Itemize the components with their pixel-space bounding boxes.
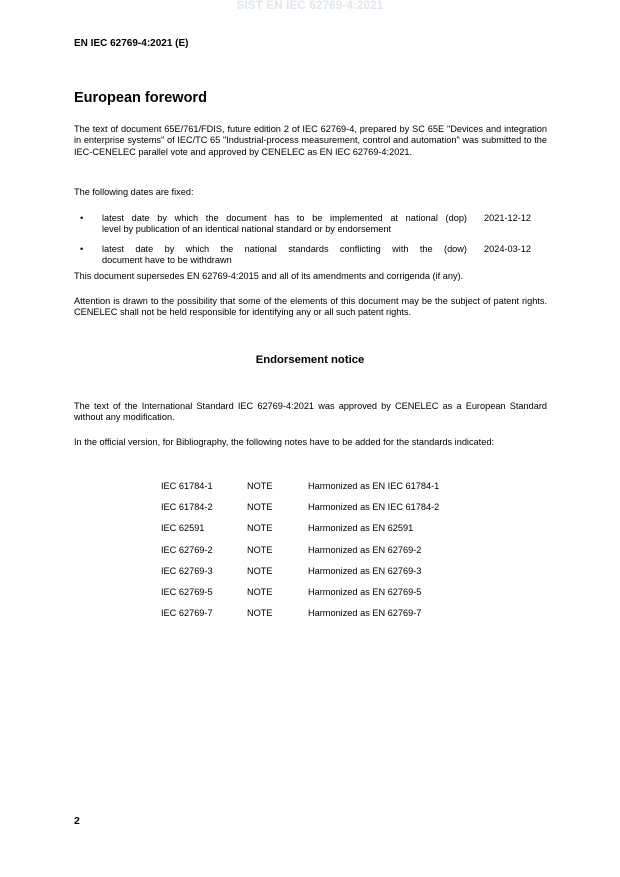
note-label: NOTE — [247, 565, 273, 576]
endorsement-title: Endorsement notice — [255, 354, 365, 366]
watermark: SIST EN IEC 62769-4:2021 — [236, 0, 384, 12]
note-harmonized: Harmonized as EN 62769-5 — [308, 586, 422, 597]
foreword-title: European foreword — [74, 90, 207, 106]
document-header: EN IEC 62769-4:2021 (E) — [74, 38, 189, 49]
note-harmonized: Harmonized as EN 62769-7 — [308, 608, 422, 619]
foreword-paragraph: The text of document 65E/761/FDIS, future edition 2 of IEC 62769-4, prepared by SC 65E "Devices and integration in enterprise systems" of IEC/TC 65 "Industrial-process measurement, control and automation" was submitted to the IEC-CENELEC parallel vote and approved by CENELEC as EN IEC 62769-4:2021. — [74, 124, 547, 157]
bibliography-intro: In the official version, for Bibliography, the following notes have to be added for the standards indicated: — [74, 437, 494, 447]
note-harmonized: Harmonized as EN IEC 61784-2 — [308, 502, 440, 513]
date-value: 2021-12-12 — [484, 213, 531, 223]
note-label: NOTE — [247, 586, 273, 597]
attention-paragraph: Attention is drawn to the possibility that some of the elements of this document may be the subject of patent rights. CENELEC shall not be held responsible for identifying any or all such patent rights. — [74, 296, 547, 318]
date-item-line2: level by publication of an identical national standard or by endorsement — [102, 224, 392, 235]
note-standard: IEC 62769-3 — [161, 565, 213, 576]
note-harmonized: Harmonized as EN 62769-2 — [308, 544, 422, 555]
note-standard: IEC 62769-2 — [161, 544, 213, 555]
note-harmonized: Harmonized as EN 62591 — [308, 523, 414, 534]
note-standard: IEC 62769-7 — [161, 608, 213, 619]
note-label: NOTE — [247, 502, 273, 513]
date-item-text — [102, 244, 467, 267]
note-standard: IEC 61784-1 — [161, 481, 213, 491]
date-value: 2024-03-12 — [484, 244, 531, 254]
note-label: NOTE — [247, 481, 273, 491]
dates-intro: The following dates are fixed: — [74, 187, 194, 197]
note-label: NOTE — [247, 544, 273, 555]
date-item-text — [102, 213, 467, 236]
bullet-icon: • — [80, 244, 84, 254]
note-harmonized: Harmonized as EN IEC 61784-1 — [308, 481, 440, 491]
bullet-icon: • — [80, 213, 84, 223]
note-standard: IEC 62769-5 — [161, 586, 213, 597]
note-label: NOTE — [247, 608, 273, 619]
date-item-line1: latest date by which the national standards conflicting with the (dow) — [102, 244, 467, 254]
date-item-line1: latest date by which the document has to be implemented at national (dop) — [102, 213, 467, 223]
page-number: 2 — [74, 815, 80, 827]
endorsement-paragraph: The text of the International Standard IEC 62769-4:2021 was approved by CENELEC as a European Standard without any modification. — [74, 401, 547, 423]
note-harmonized: Harmonized as EN 62769-3 — [308, 565, 422, 576]
note-label: NOTE — [247, 523, 273, 534]
date-item-line2: document have to be withdrawn — [102, 255, 232, 266]
note-standard: IEC 61784-2 — [161, 502, 213, 513]
note-standard: IEC 62591 — [161, 523, 205, 534]
supersedes-paragraph: This document supersedes EN 62769-4:2015 and all of its amendments and corrigenda (if any). — [74, 271, 464, 281]
